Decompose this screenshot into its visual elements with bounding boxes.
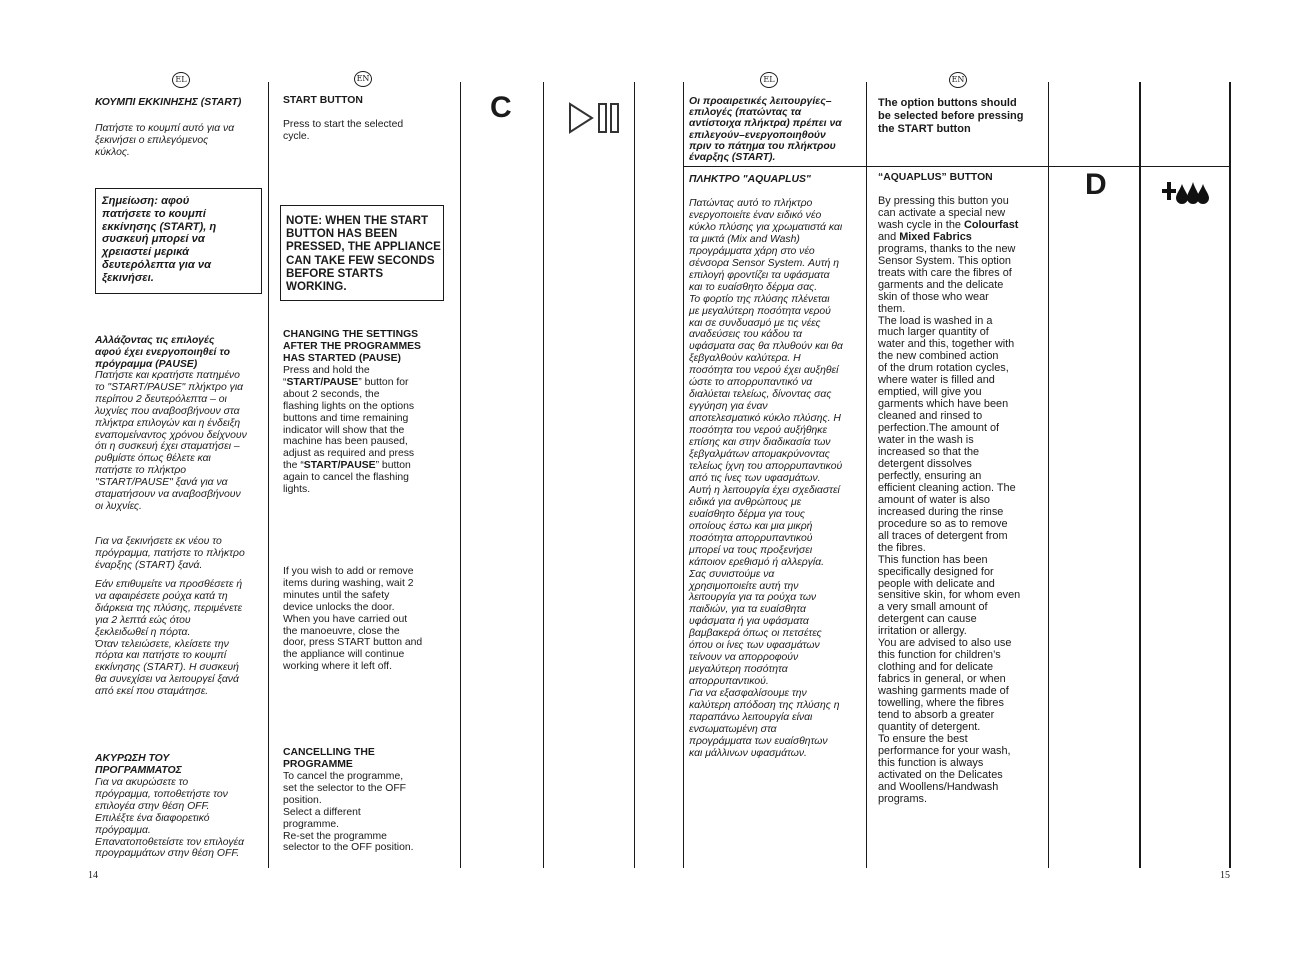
el-note-box	[95, 188, 262, 294]
column-divider	[543, 82, 544, 868]
el-aquaplus-title: ΠΛΗΚΤΡΟ "AQUAPLUS"	[689, 174, 811, 185]
el-cancel-body: Για να ακυρώσετε το πρόγραμμα, τοποθετήστε τον επιλογέα στην θέση OFF. Επιλέξτε ένα διαφορετικό πρόγραμμα. Επανατοποθετείστε τον επιλογέα προγραμμάτων στην θέση OFF.	[95, 777, 245, 860]
en-cancel-body: To cancel the programme, set the selector to the OFF position. Select a different programme. Re-set the programme selector to the OFF position.	[283, 771, 414, 854]
column-divider	[683, 82, 684, 868]
el-pause-body: Πατήστε και κρατήστε πατημένο το "START/PAUSE" πλήκτρο για περίπου 2 δευτερόλεπτα – οι λυχνίες που αναβοσβήνουν στα πλήκτρα επιλογών και η ένδειξη εναπομείναντος χρόνου δείχνουν ότι η συσκευή έχει σταματήσει – ρυθμίστε όπως θέλετε και πατήστε το πλήκτρο "START/PAUSE" ξανά για να σταματήσουν να αναβοσβήνουν οι λυχνίες.	[95, 370, 247, 512]
el-note-text: Σημείωση: αφού πατήσετε το κουμπί εκκίνησης (START), η συσκευή μπορεί να χρειαστεί μερικά δευτερόλεπτα για να ξεκινήσει.	[102, 195, 217, 284]
en-pause-title: CHANGING THE SETTINGS AFTER THE PROGRAMMES HAS STARTED (PAUSE)	[283, 329, 421, 364]
el-door-body: Εάν επιθυμείτε να προσθέσετε ή να αφαιρέσετε ρούχα κατά τη διάρκεια της πλύσης, περιμένετε για 2 λεπτά εώς ότου ξεκλειδωθεί η πόρτα. Όταν τελειώσετε, κλείσετε την πόρτα και πατήστε το κουμπί εκκίνησης (START). Η συσκευή θα συνεχίσει να λειτουργεί ξανά από εκεί που σταμάτησε.	[95, 579, 243, 698]
el-aquaplus-body: Πατώντας αυτό το πλήκτρο ενεργοποιείτε έναν ειδικό νέο κύκλο πλύσης για χρωματιστά και τα μικτά (Mix and Wash) προγράμματα χάρη στο νέο σένσορα Sensor System. Αυτή η επιλογή φροντίζει τα υφάσματα και το ευαίσθητο δέρμα σας. Το φορτίο της πλύσης πλένεται με μεγαλύτερη ποσότητα νερού και σε συνδυασμό με τις νέες αναδεύσεις του κάδου τα υφάσματα σας θα πλυθούν και θα ξεβγαλθούν καλύτερα. Η ποσότητα του νερού έχει αυξηθεί ώστε το απορρυπαντικό να διαλύεται τελείως, δίνοντας σας εγγύηση για έναν αποτελεσματικό κύκλο πλύσης. Η ποσότητα του νερού αυξήθηκε επίσης και στην διαδικασία των ξεβγαλμάτων απομακρύνοντας τελείως ίχνη του απορρυπαντικού από τις ίνες των υφασμάτων. Αυτή η λειτουργία έχει σχεδιαστεί ειδικά για ανθρώπους με ευαίσθητο δέρμα για τους οποίους έστω και μια μικρή ποσότητα απορρυπαντικού μπορεί να τους προξενήσει κάποιον ερεθισμό ή αλλεργία. Σας συνιστούμε να χρησιμοποιείτε αυτή την λειτουργία για τα ρούχα των παιδιών, για τα ευαίσθητα υφάσματα ή για υφάσματα βαμβακερά όπως οι πετσέτες όπου οι ίνες των υφασμάτων τείνουν να απορροφούν μεγαλύτερη ποσότητα απορρυπαντικού. Για να εξασφαλίσουμε την καλύτερη απόδοση της πλύσης η παραπάνω λειτουργία είναι ενσωματωμένη στα προγράμματα των ευαίσθητων και μάλλινων υφασμάτων.	[689, 198, 843, 759]
column-divider	[1139, 82, 1141, 868]
en-aquaplus-title: “AQUAPLUS” BUTTON	[878, 172, 993, 183]
en-aquaplus-body: By pressing this button you can activate a special new wash cycle in the Colourfast and Mixed Fabrics programs, thanks to the new Sensor System. This option treats with care the fibres of garments and the delicate skin of those who wear them. The load is washed in a much larger quantity of water and this, together with the new combined action of the drum rotation cycles, where water is filled and emptied, will give you garments which have been cleaned and rinsed to perfection.The amount of water in the wash is increased so that the detergent dissolves perfectly, ensuring an efficient cleaning action. The amount of water is also increased during the rinse procedure so as to remove all traces of detergent from the fibres. This function has been specifically designed for people with delicate and sensitive skin, for whom even a very small amount of detergent can cause irritation or allergy. You are advised to also use this function for children’s clothing and for delicate fabrics in general, or when washing garments made of towelling, where the fibres tend to absorb a greater quantity of detergent. To ensure the best performance for your wash, this function is always activated on the Delicates and Woollens/Handwash programs.	[878, 195, 1021, 805]
column-divider	[634, 82, 635, 868]
en-door-body: If you wish to add or remove items during washing, wait 2 minutes until the safety device unlocks the door. When you have carried out the manoeuvre, close the door, press START button and the appliance will continue working where it left off.	[283, 566, 423, 673]
aquaplus-icon	[1162, 178, 1210, 211]
language-badge-el: EL	[760, 72, 778, 88]
el-cancel-title: ΑΚΥΡΩΣΗ ΤΟΥ ΠΡΟΓΡΑΜΜΑΤΟΣ	[95, 753, 182, 776]
page-number-right: 15	[1220, 870, 1230, 881]
en-options-note: The option buttons should be selected before pressing the START button	[878, 97, 1024, 135]
column-divider	[1048, 82, 1049, 868]
el-restart-body: Για να ξεκινήσετε εκ νέου το πρόγραμμα, πατήστε το πλήκτρο έναρξης (START) ξανά.	[95, 536, 245, 571]
column-divider	[1229, 82, 1231, 868]
el-options-note: Οι προαιρετικές λειτουργίες– επιλογές (πατώντας τα αντίστοιχα πλήκτρα) πρέπει να επιλεγούν–ενεργοποιηθούν πριν το πάτημα του πλήκτρου έναρξης (START).	[689, 96, 842, 164]
en-note-text: NOTE: WHEN THE START BUTTON HAS BEEN PRESSED, THE APPLIANCE CAN TAKE FEW SECONDS BEFORE STARTS WORKING.	[286, 214, 441, 294]
section-divider	[683, 166, 1231, 167]
en-start-body: Press to start the selected cycle.	[283, 119, 404, 142]
section-letter-d: D	[1085, 168, 1107, 201]
page-number-left: 14	[88, 870, 98, 881]
section-letter-c: C	[490, 91, 512, 124]
en-note-box	[280, 205, 444, 301]
column-divider	[268, 82, 269, 868]
start-pause-icon	[568, 102, 622, 139]
el-start-title: ΚΟΥΜΠΙ ΕΚΚΙΝΗΣΗΣ (START)	[95, 97, 242, 108]
language-badge-en: EN	[354, 71, 372, 87]
el-start-body: Πατήστε το κουμπί αυτό για να ξεκινήσει ο επιλεγόμενος κύκλος.	[95, 123, 235, 158]
language-badge-el: EL	[172, 72, 190, 88]
column-divider	[460, 82, 461, 868]
en-cancel-title: CANCELLING THE PROGRAMME	[283, 747, 375, 770]
en-start-title: START BUTTON	[283, 95, 363, 106]
language-badge-en: EN	[949, 72, 967, 88]
en-pause-body: Press and hold the “START/PAUSE” button for about 2 seconds, the flashing lights on the options buttons and time remaining indicator will show that the machine has been paused, adjust as required and press the “START/PAUSE” button again to cancel the flashing lights.	[283, 365, 415, 496]
el-pause-title: Αλλάζοντας τις επιλογές αφού έχει ενεργοποιηθεί το πρόγραμμα (PAUSE)	[95, 335, 230, 370]
